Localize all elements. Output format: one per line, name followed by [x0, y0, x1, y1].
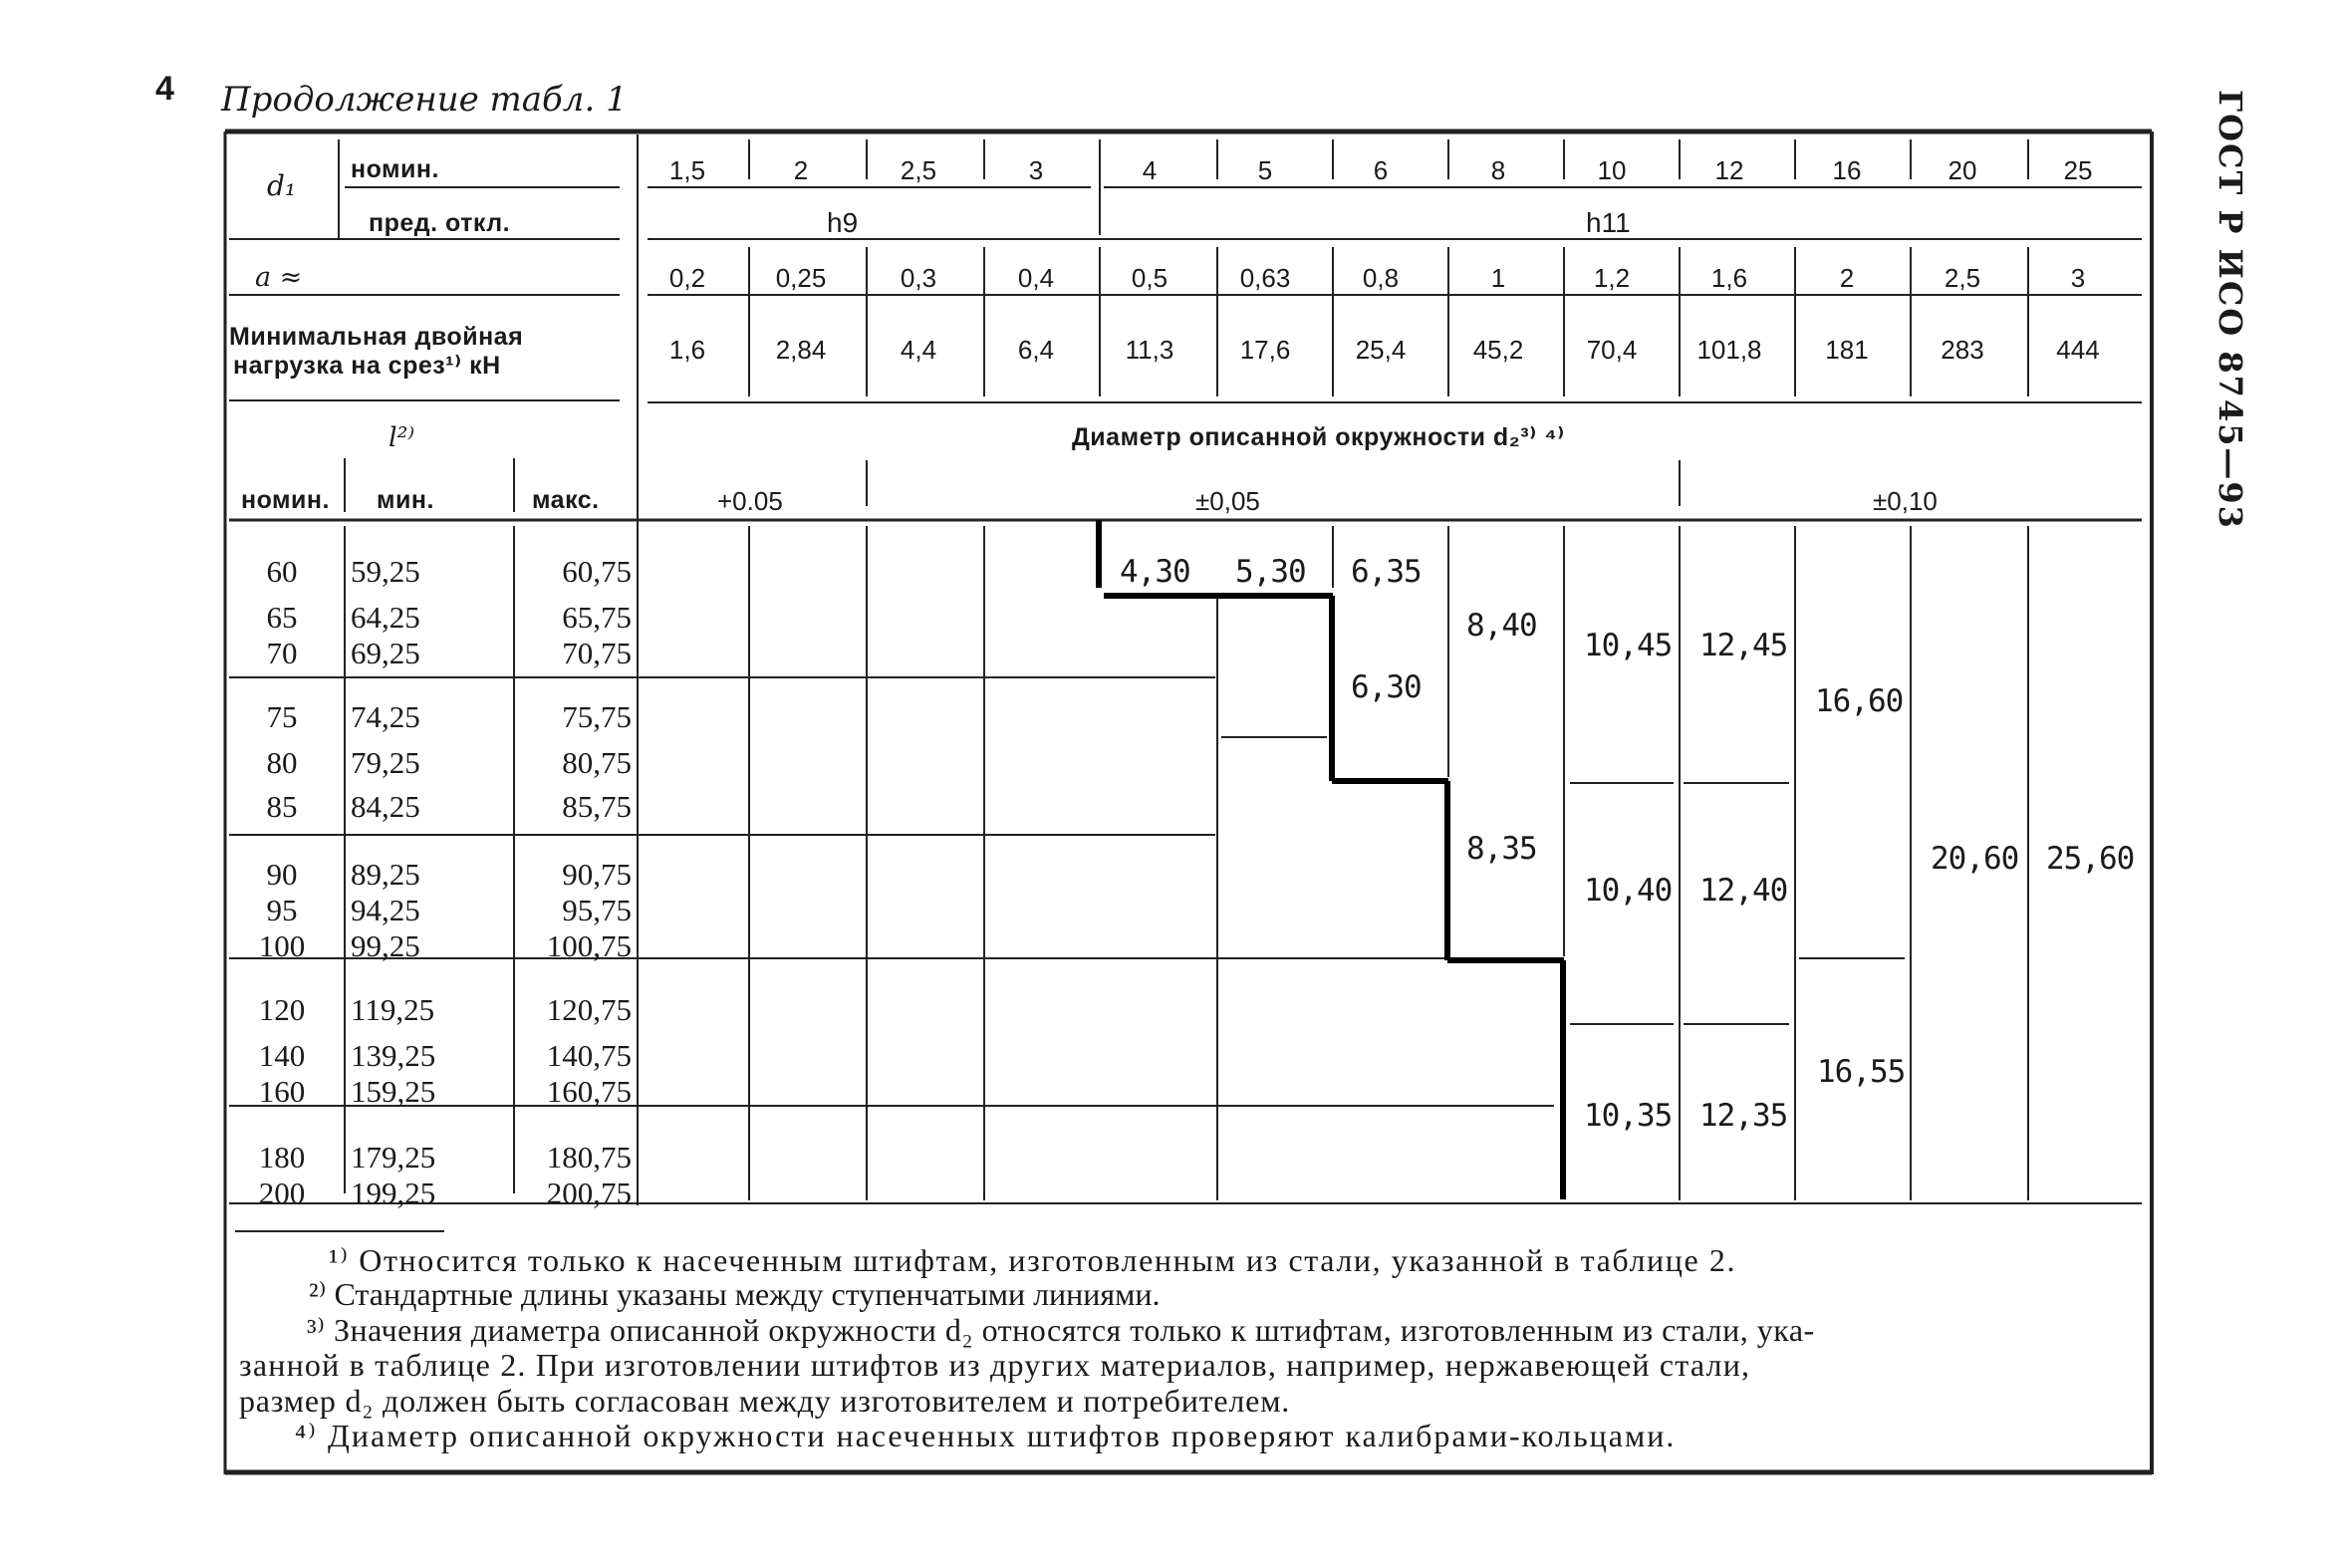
- d1-value-8: 10: [1597, 155, 1627, 185]
- footnote-3a: ³⁾ Значения диаметра описанной окружности d₂ относятся только к штифтам, изготовленным из стали, ука-: [307, 1312, 1815, 1348]
- page-number: 4: [155, 70, 174, 108]
- l-max-cell: 95,75: [562, 893, 632, 927]
- l-min-cell: 119,25: [351, 992, 435, 1027]
- tol-h11: h11: [1586, 207, 1631, 238]
- footnote-3c: размер d₂ должен быть согласован между изготовителем и потребителем.: [239, 1383, 1291, 1419]
- l-min-label: мин.: [377, 486, 434, 514]
- d1-value-12: 25: [2063, 155, 2093, 185]
- load-value-6: 25,4: [1355, 335, 1407, 365]
- d1-value-7: 8: [1490, 155, 1506, 185]
- side-title: ГОСТ Р ИСО 8745—93: [2211, 90, 2249, 530]
- l-nom-cell: 200: [258, 1176, 306, 1210]
- d2-tol-1: +0.05: [717, 486, 783, 516]
- l-min-cell: 139,25: [351, 1038, 436, 1073]
- l-nom-cell: 95: [266, 893, 298, 927]
- l-nom-cell: 75: [266, 699, 298, 734]
- load-value-4: 11,3: [1125, 335, 1174, 365]
- d1-value-6: 6: [1373, 155, 1389, 185]
- l-min-cell: 64,25: [351, 600, 420, 635]
- a-value-0: 0,2: [668, 263, 706, 293]
- l-max-cell: 90,75: [562, 857, 632, 892]
- load-value-5: 17,6: [1239, 335, 1291, 365]
- l-min-cell: 79,25: [351, 745, 420, 780]
- l-max-cell: 100,75: [546, 928, 632, 963]
- d2-cell-6a: 6,35: [1351, 554, 1422, 590]
- d2-cell-12b: 12,40: [1699, 873, 1788, 909]
- a-value-5: 0,63: [1239, 263, 1291, 293]
- l-max-cell: 60,75: [562, 554, 632, 589]
- load-value-3: 6,4: [1017, 335, 1055, 365]
- a-value-8: 1,2: [1593, 263, 1631, 293]
- l-min-cell: 74,25: [351, 699, 420, 734]
- footnote-1: ¹⁾ Относится только к насеченным штифтам, изготовленным из стали, указанной в таблице 2.: [329, 1242, 1737, 1278]
- load-value-9: 101,8: [1696, 335, 1762, 365]
- load-value-1: 2,84: [775, 335, 827, 365]
- d2-cell-16b: 16,55: [1817, 1054, 1906, 1090]
- l-nom-cell: 160: [258, 1074, 306, 1109]
- d1-symbol: d₁: [267, 169, 297, 202]
- d2-cell-12c: 12,35: [1699, 1098, 1788, 1134]
- d1-value-0: 1,5: [668, 155, 706, 185]
- l-max-cell: 75,75: [562, 699, 632, 734]
- a-value-7: 1: [1490, 263, 1506, 293]
- d2-cell-25: 25,60: [2046, 841, 2135, 877]
- tol-label: пред. откл.: [369, 209, 511, 237]
- nom-label: номин.: [351, 155, 439, 183]
- l-max-cell: 200,75: [546, 1176, 632, 1210]
- d1-value-10: 16: [1832, 155, 1862, 185]
- a-value-11: 2,5: [1944, 263, 1981, 293]
- l-max-cell: 120,75: [546, 992, 632, 1027]
- footnote-4: ⁴⁾ Диаметр описанной окружности насеченных штифтов проверяют калибрами-кольцами.: [295, 1418, 1677, 1453]
- load-value-0: 1,6: [668, 335, 706, 365]
- l-max-cell: 160,75: [546, 1074, 632, 1109]
- a-value-6: 0,8: [1362, 263, 1400, 293]
- l-min-cell: 84,25: [351, 789, 420, 824]
- d2-cell-10a: 10,45: [1584, 628, 1673, 663]
- d2-cell-5: 5,30: [1235, 554, 1306, 590]
- d2-cell-10c: 10,35: [1584, 1098, 1673, 1134]
- a-value-10: 2: [1839, 263, 1855, 293]
- d1-value-11: 20: [1948, 155, 1977, 185]
- load-label-line1: Минимальная двойная: [229, 323, 524, 351]
- load-value-12: 444: [2056, 335, 2100, 365]
- l-max-cell: 140,75: [546, 1038, 632, 1073]
- d2-cell-16a: 16,60: [1815, 683, 1904, 719]
- l-max-cell: 180,75: [546, 1140, 632, 1175]
- d2-tol-3: ±0,10: [1873, 486, 1938, 516]
- l-nom-cell: 65: [266, 600, 298, 635]
- l-nom-cell: 140: [258, 1038, 306, 1073]
- l-nom-cell: 100: [258, 928, 306, 963]
- load-label-line2: нагрузка на срез¹⁾ кН: [233, 352, 501, 380]
- d1-value-2: 2,5: [900, 155, 937, 185]
- l-min-cell: 179,25: [351, 1140, 436, 1175]
- load-value-10: 181: [1825, 335, 1869, 365]
- l-nom-cell: 85: [266, 789, 298, 824]
- d2-cell-12a: 12,45: [1699, 628, 1788, 663]
- a-value-9: 1,6: [1710, 263, 1748, 293]
- l-max-cell: 85,75: [562, 789, 632, 824]
- l-max-cell: 80,75: [562, 745, 632, 780]
- l-max-label: макс.: [532, 486, 600, 514]
- a-value-2: 0,3: [900, 263, 937, 293]
- d2-tol-2: ±0,05: [1195, 486, 1260, 516]
- l-nom-cell: 120: [258, 992, 306, 1027]
- l-nom-label: номин.: [241, 486, 330, 514]
- l-nom-cell: 70: [266, 636, 298, 670]
- l-min-cell: 69,25: [351, 636, 420, 670]
- l-max-cell: 65,75: [562, 600, 632, 635]
- l-min-cell: 199,25: [351, 1176, 436, 1210]
- a-value-12: 3: [2070, 263, 2086, 293]
- d2-cell-20: 20,60: [1931, 841, 2019, 877]
- l-min-cell: 159,25: [351, 1074, 436, 1109]
- footnote-3b: занной в таблице 2. При изготовлении штифтов из других материалов, например, нержавеющей стали,: [239, 1347, 1751, 1383]
- d2-cell-8b: 8,35: [1466, 831, 1537, 867]
- load-value-7: 45,2: [1472, 335, 1524, 365]
- d2-cell-4: 4,30: [1120, 554, 1190, 590]
- load-value-2: 4,4: [900, 335, 937, 365]
- l-nom-cell: 90: [266, 857, 298, 892]
- d1-value-9: 12: [1714, 155, 1744, 185]
- d2-label: Диаметр описанной окружности d₂³⁾ ⁴⁾: [1072, 423, 1565, 451]
- d1-value-4: 4: [1142, 155, 1158, 185]
- d2-cell-8a: 8,40: [1466, 608, 1537, 644]
- l-min-cell: 94,25: [351, 893, 420, 927]
- l-min-cell: 59,25: [351, 554, 420, 589]
- l-nom-cell: 80: [266, 745, 298, 780]
- a-value-3: 0,4: [1017, 263, 1055, 293]
- tol-h9: h9: [827, 207, 859, 238]
- d2-cell-6b: 6,30: [1351, 669, 1422, 705]
- continuation-caption: Продолжение табл. 1: [221, 80, 628, 120]
- d1-value-1: 2: [793, 155, 809, 185]
- l-nom-cell: 180: [258, 1140, 306, 1175]
- d1-value-5: 5: [1257, 155, 1273, 185]
- l-nom-cell: 60: [266, 554, 298, 589]
- d2-cell-10b: 10,40: [1584, 873, 1673, 909]
- l-min-cell: 89,25: [351, 857, 420, 892]
- l-min-cell: 99,25: [351, 928, 420, 963]
- l-max-cell: 70,75: [562, 636, 632, 670]
- load-value-11: 283: [1941, 335, 1984, 365]
- a-value-1: 0,25: [775, 263, 827, 293]
- a-value-4: 0,5: [1131, 263, 1168, 293]
- d1-value-3: 3: [1028, 155, 1044, 185]
- a-label: a ≈: [255, 262, 303, 293]
- footnote-2: ²⁾ Стандартные длины указаны между ступенчатыми линиями.: [309, 1276, 1161, 1312]
- load-value-8: 70,4: [1586, 335, 1638, 365]
- l-label: l²⁾: [389, 422, 415, 453]
